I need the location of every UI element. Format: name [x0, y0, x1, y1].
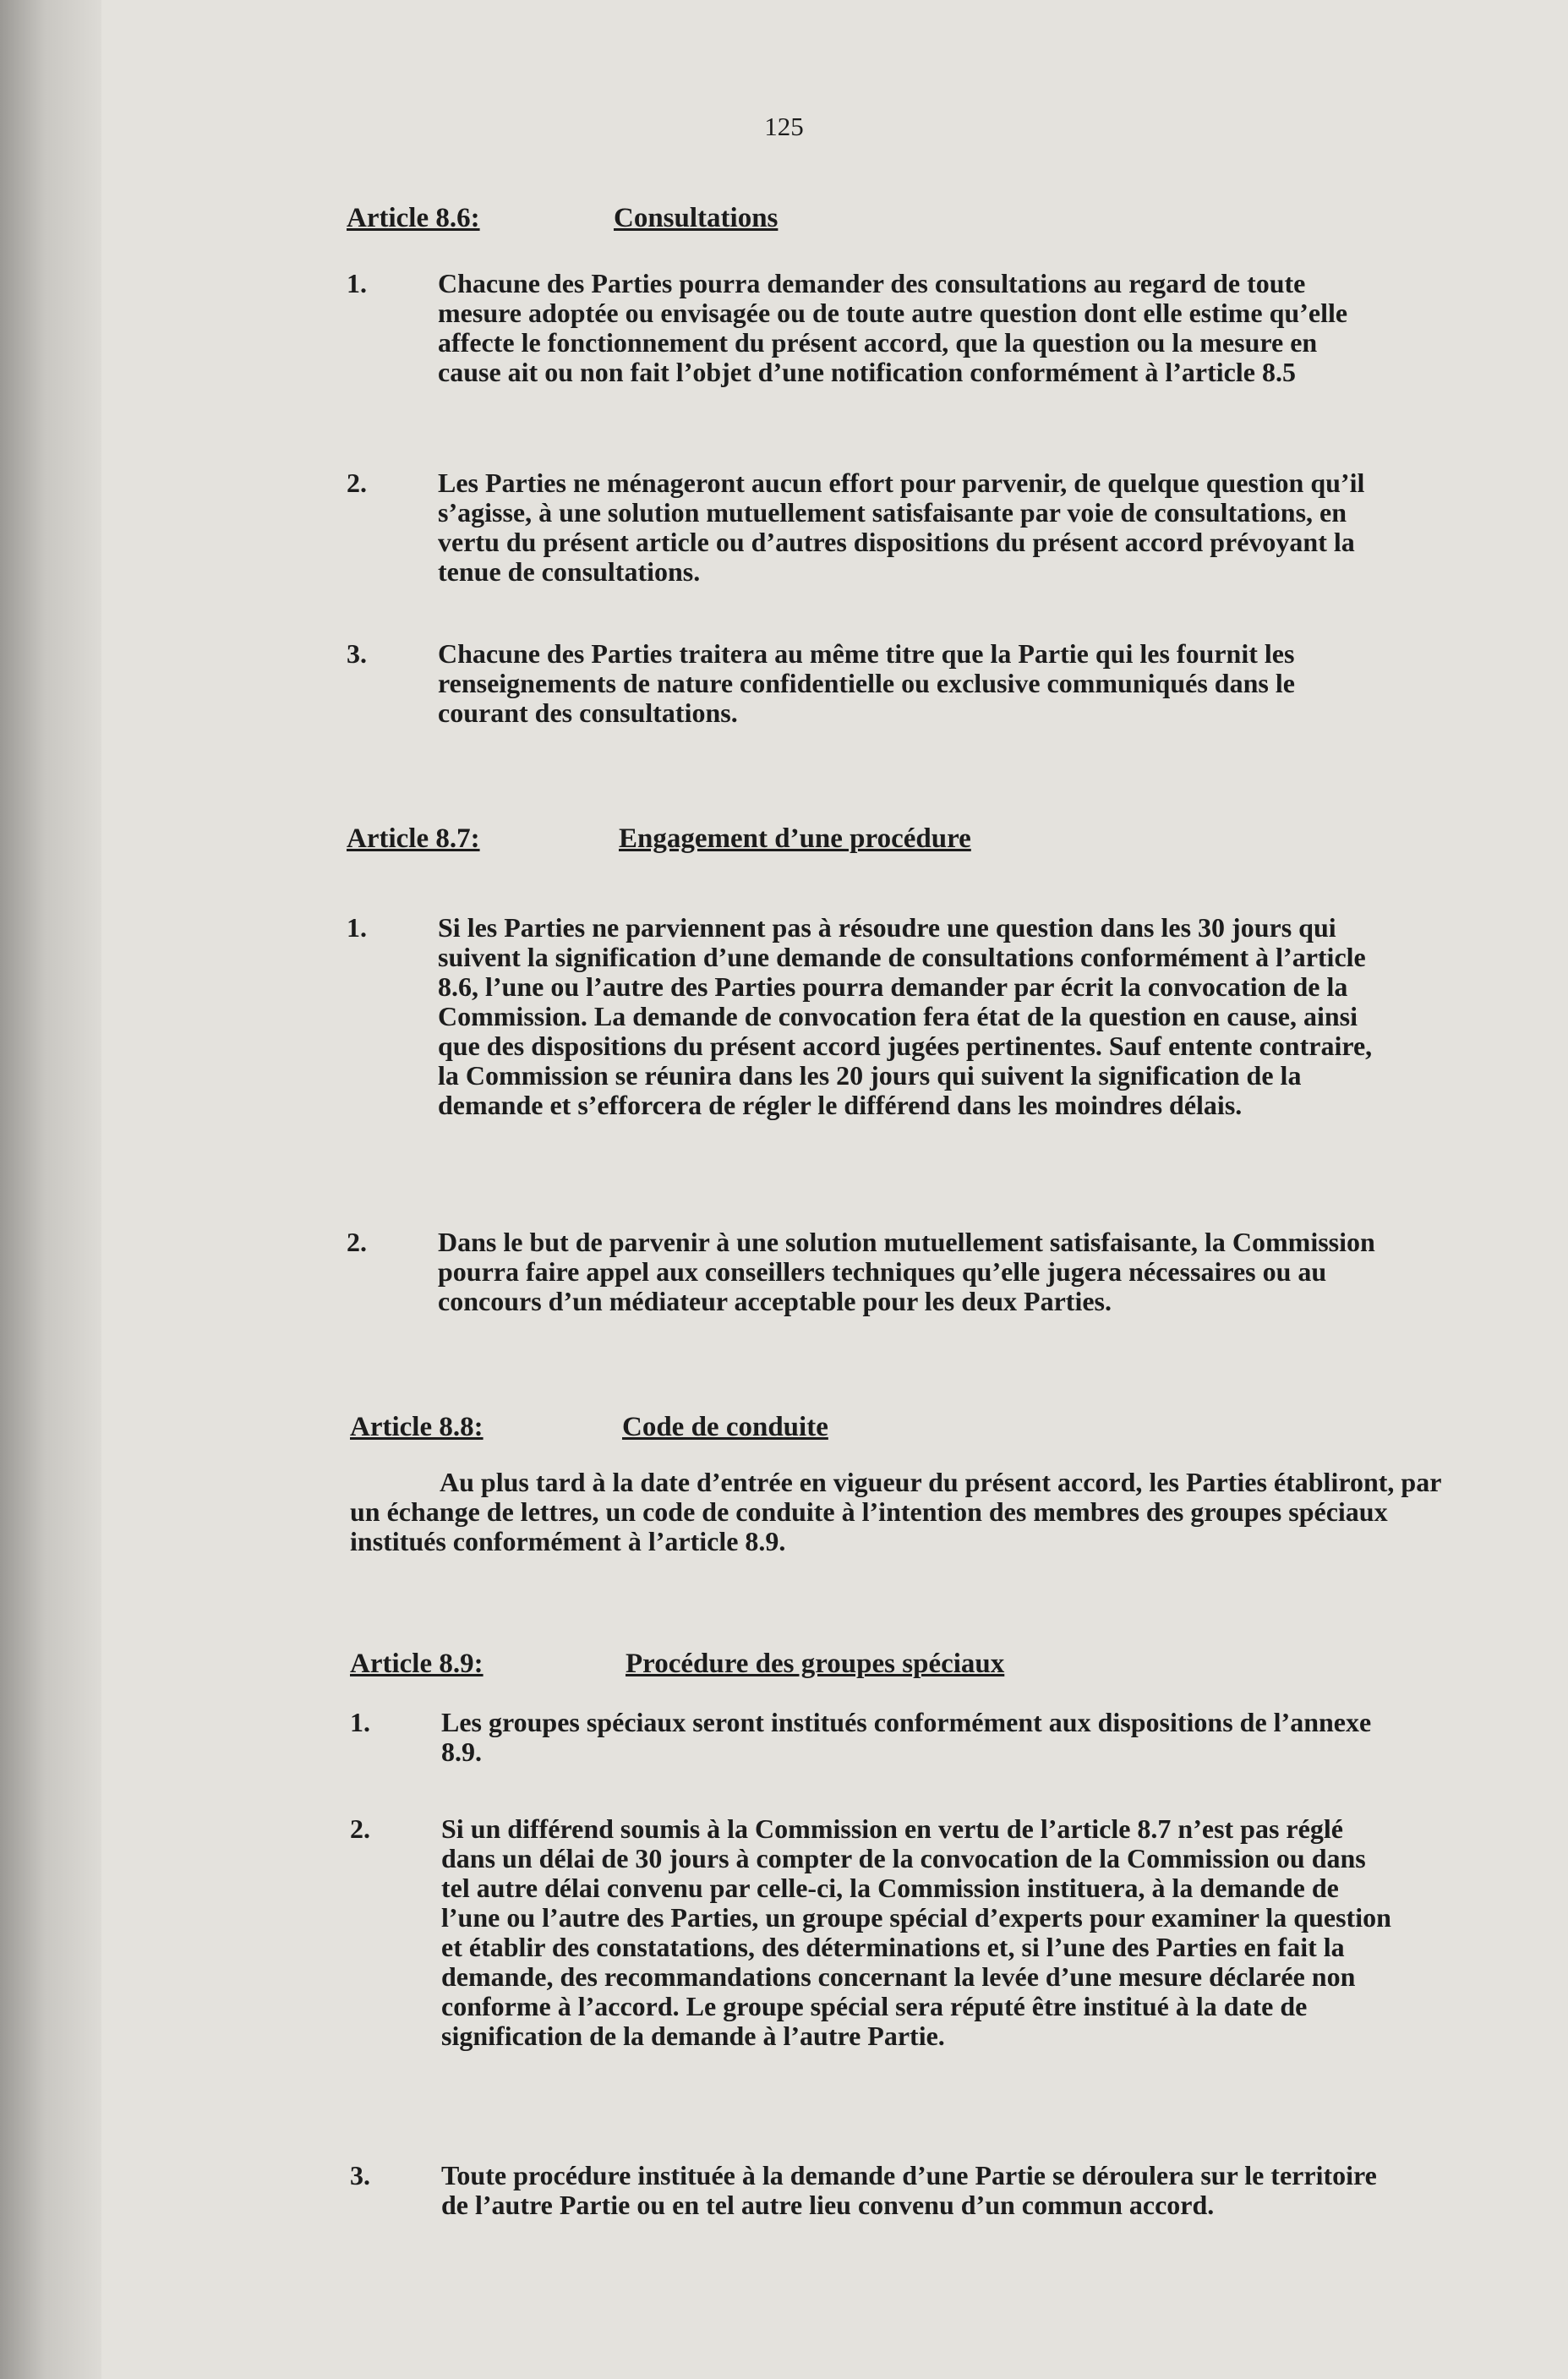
article-number: Article 8.6: [347, 203, 480, 233]
paragraph-number: 2. [350, 1813, 370, 1844]
article-heading [350, 1647, 1449, 1681]
page-number: 125 [764, 112, 804, 141]
article-number: Article 8.8: [350, 1412, 484, 1442]
paragraph-text: Chacune des Parties pourra demander des consultations au regard de toute mesure adoptée ou envisagée ou de toute autre question dont elle estime qu’elle affecte le fonctionnement du présent accord, que la question ou la mesure en cause ait ou non fait l’objet d’une notification conformément à l’article 8.5 [438, 268, 1348, 387]
article-title: Procédure des groupes spéciaux [626, 1649, 1005, 1679]
paragraph-number: 3. [347, 638, 367, 669]
paragraph-text: Toute procédure instituée à la demande d’une Partie se déroulera sur le territoire de l’autre Partie ou en tel autre lieu convenu d’un commun accord. [441, 2160, 1377, 2220]
article-title: Consultations [614, 203, 779, 233]
paragraph-number: 2. [347, 468, 367, 498]
article-title: Code de conduite [622, 1412, 828, 1442]
paragraph-number: 1. [350, 1707, 370, 1737]
paragraph-number: 1. [347, 912, 367, 943]
paragraph-number: 3. [350, 2160, 370, 2190]
article-text: Au plus tard à la date d’entrée en vigueur du présent accord, les Parties établiront, par un échange de lettres, un code de conduite à l’intention des membres des groupes spéciaux institués conformément à l’article 8.9. [350, 1467, 1441, 1556]
article-number: Article 8.9: [350, 1649, 484, 1679]
article-number: Article 8.7: [347, 823, 480, 854]
paragraph-number: 2. [347, 1227, 367, 1257]
paragraph-text: Chacune des Parties traitera au même titre que la Partie qui les fournit les renseignements de nature confidentielle ou exclusive communiqués dans le courant des consultations. [438, 638, 1295, 728]
article-heading [350, 1410, 1449, 1444]
paragraph-text: Les Parties ne ménageront aucun effort pour parvenir, de quelque question qu’il s’agisse, à une solution mutuellement satisfaisante par voie de consultations, en vertu du présent article ou d’autres dispositions du présent accord prévoyant la tenue de consultations. [438, 468, 1365, 587]
paragraph-text: Si un différend soumis à la Commission en vertu de l’article 8.7 n’est pas réglé dans un délai de 30 jours à compter de la convocation de la Commission ou dans tel autre délai convenu par celle-ci, la Commission instituera, à la demande de l’une ou l’autre des Parties, un groupe spécial d’experts pour examiner la question et établir des constatations, des déterminations et, si l’une des Parties en fait la demande, des recommandations concernant la levée d’une mesure déclarée non conforme à l’accord. Le groupe spécial sera réputé être institué à la date de signification de la demande à l’autre Partie. [441, 1813, 1391, 2051]
article-title: Engagement d’une procédure [619, 823, 971, 854]
paragraph-text: Les groupes spéciaux seront institués conformément aux dispositions de l’annexe 8.9. [441, 1707, 1372, 1767]
article-heading [347, 822, 1445, 856]
paragraph-number: 1. [347, 268, 367, 298]
paragraph-text: Dans le but de parvenir à une solution mutuellement satisfaisante, la Commission pourra faire appel aux conseillers techniques qu’elle jugera nécessaires ou au concours d’un médiateur acceptable pour les deux Parties. [438, 1227, 1375, 1316]
article-heading [347, 201, 1445, 235]
paragraph-text: Si les Parties ne parviennent pas à résoudre une question dans les 30 jours qui suivent la signification d’une demande de consultations conformément à l’article 8.6, l’une ou l’autre des Parties pourra demander par écrit la convocation de la Commission. La demande de convocation fera état de la question en cause, ainsi que des dispositions du présent accord jugées pertinentes. Sauf entente contraire, la Commission se réunira dans les 20 jours qui suivent la signification de la demande et s’efforcera de régler le différend dans les moindres délais. [438, 912, 1373, 1120]
